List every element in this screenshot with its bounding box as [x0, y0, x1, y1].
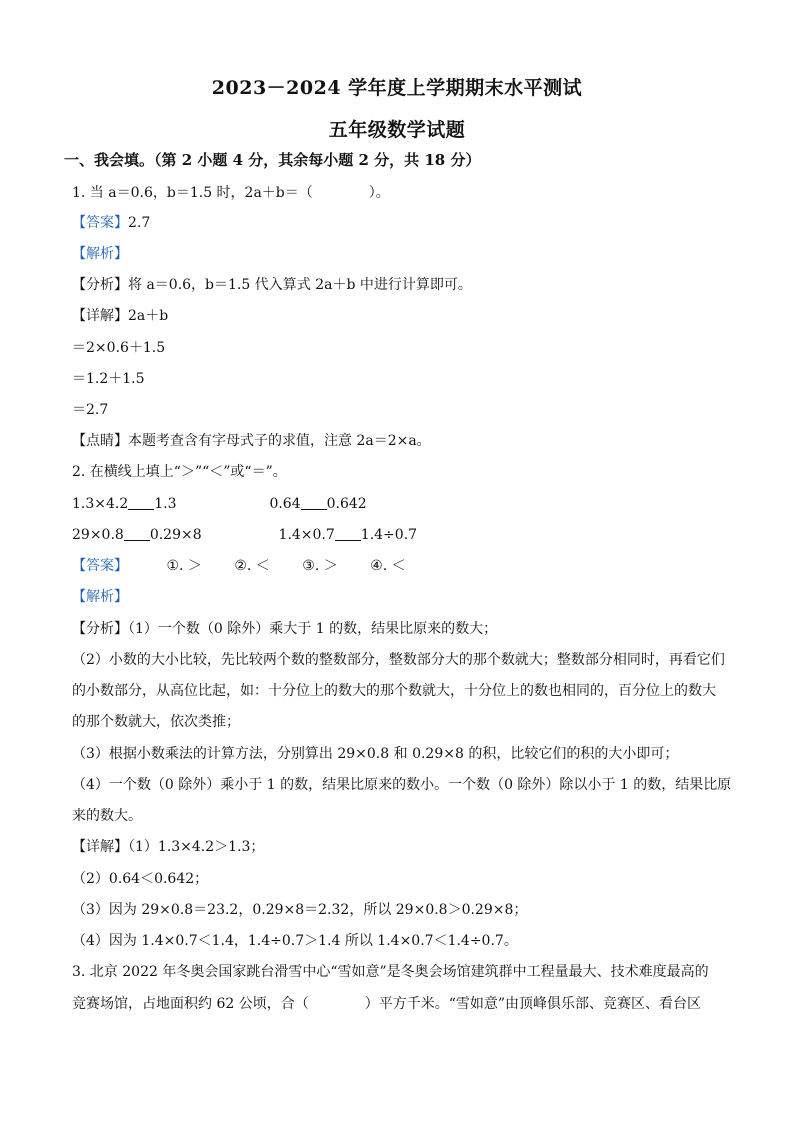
xiangjie-tag: 【详解】: [72, 839, 128, 855]
q2-answer-row: [72, 556, 732, 576]
q1-dianjing-row: [72, 431, 732, 451]
q1-step: 2a＋b: [128, 308, 169, 324]
q2-fenxi-line: （3）根据小数乘法的计算方法，分别算出 29×0.8 和 0.29×8 的积，比较它们的积的大小即可；: [72, 746, 679, 762]
q1-answer: 2.7: [128, 215, 151, 231]
q2-fenxi-line: 来的数大。: [72, 808, 142, 824]
compare-expr: 1.3: [154, 496, 177, 512]
q2-fenxi-line: 的那个数就大，依次类推；: [72, 714, 240, 730]
dianjing-tag: 【点睛】: [72, 433, 128, 449]
compare-expr: 1.4÷0.7: [360, 527, 418, 543]
q1-step: ＝1.2＋1.5: [72, 371, 145, 387]
exam-subtitle: 五年级数学试题: [328, 119, 466, 141]
fill-blank: [128, 495, 154, 510]
analysis-tag: 【解析】: [72, 246, 128, 262]
q2-fenxi-line: 的小数部分，从高位比起，如：十分位上的数大的那个数就大，十分位上的数也相同的，百分位上的数大: [72, 683, 716, 699]
answer-tag: 【答案】: [72, 215, 128, 231]
q2-answer-4: ④. ＜: [370, 558, 406, 574]
fill-blank: [301, 495, 327, 510]
q2-xiangjie-line: （4）因为 1.4×0.7＜1.4，1.4÷0.7＞1.4 所以 1.4×0.7＜1.4÷0.7。: [72, 933, 518, 949]
q2-xiangjie-row: [72, 837, 732, 857]
compare-expr: 0.64: [269, 496, 301, 512]
compare-expr: 0.29×8: [149, 527, 202, 543]
fill-blank: [124, 526, 150, 541]
answer-tag: 【答案】: [72, 558, 128, 574]
analysis-tag: 【解析】: [72, 589, 128, 605]
q2-xiangjie-line: （2）0.64＜0.642；: [72, 871, 209, 887]
q2-fenxi-line: （2）小数的大小比较，先比较两个数的整数部分，整数部分大的那个数就大；整数部分相同时，再看它们: [72, 652, 725, 668]
question-1-stem: 1. 当 a＝0.6，b＝1.5 时，2a＋b＝（ ）。: [72, 185, 390, 201]
fill-blank: [335, 526, 361, 541]
q1-fenxi-row: [72, 275, 732, 295]
xiangjie-tag: 【详解】: [72, 308, 128, 324]
question-3-line: 3. 北京 2022 年冬奥会国家跳台滑雪中心“雪如意”是冬奥会场馆建筑群中工程量最大、技术难度最高的: [72, 964, 709, 980]
q1-analysis-row: [72, 244, 732, 264]
q2-answer-3: ③. ＞: [302, 558, 338, 574]
q2-fenxi-line: （4）一个数（0 除外）乘小于 1 的数，结果比原来的数小。一个数（0 除外）除以小于 1 的数，结果比原: [72, 777, 732, 793]
compare-expr: 0.642: [326, 496, 367, 512]
exam-title: 2023－2024 学年度上学期期末水平测试: [211, 77, 583, 99]
question-2-stem: 2. 在横线上填上“＞”“＜”或“＝”。: [72, 464, 287, 480]
fenxi-tag: 【分析】: [72, 277, 128, 293]
section-heading: 一、我会填。（第 2 小题 4 分，其余每小题 2 分，共 18 分）: [64, 151, 481, 169]
q2-answer-2: ②. ＜: [234, 558, 270, 574]
compare-expr: 1.3×4.2: [72, 496, 129, 512]
q1-dianjing: 本题考查含有字母式子的求值，注意 2a＝2×a。: [128, 433, 431, 449]
q2-answer-1: ①. ＞: [166, 558, 202, 574]
q1-step: ＝2.7: [72, 402, 109, 418]
q2-compare-row-2: [72, 525, 732, 545]
compare-expr: 1.4×0.7: [278, 527, 335, 543]
fenxi-tag: 【分析】: [72, 621, 128, 637]
q1-fenxi: 将 a＝0.6，b＝1.5 代入算式 2a＋b 中进行计算即可。: [128, 277, 472, 293]
q2-xiangjie-line: （3）因为 29×0.8＝23.2，0.29×8＝2.32，所以 29×0.8＞0.29×8；: [72, 902, 528, 918]
q1-answer-row: [72, 213, 732, 233]
q2-compare-row-1: [72, 494, 732, 514]
question-3-line: 竞赛场馆，占地面积约 62 公顷，合（ ）平方千米。“雪如意”由顶峰俱乐部、竞赛区、看台区: [72, 996, 702, 1012]
q2-xiangjie-line: （1）1.3×4.2＞1.3；: [128, 839, 265, 855]
q2-analysis-row: [72, 587, 732, 607]
q2-fenxi-row: [72, 619, 732, 639]
compare-expr: 29×0.8: [72, 527, 124, 543]
q1-xiangjie-row: [72, 306, 732, 326]
q1-step: ＝2×0.6＋1.5: [72, 340, 166, 356]
q2-fenxi-line: （1）一个数（0 除外）乘大于 1 的数，结果比原来的数大；: [128, 621, 498, 637]
